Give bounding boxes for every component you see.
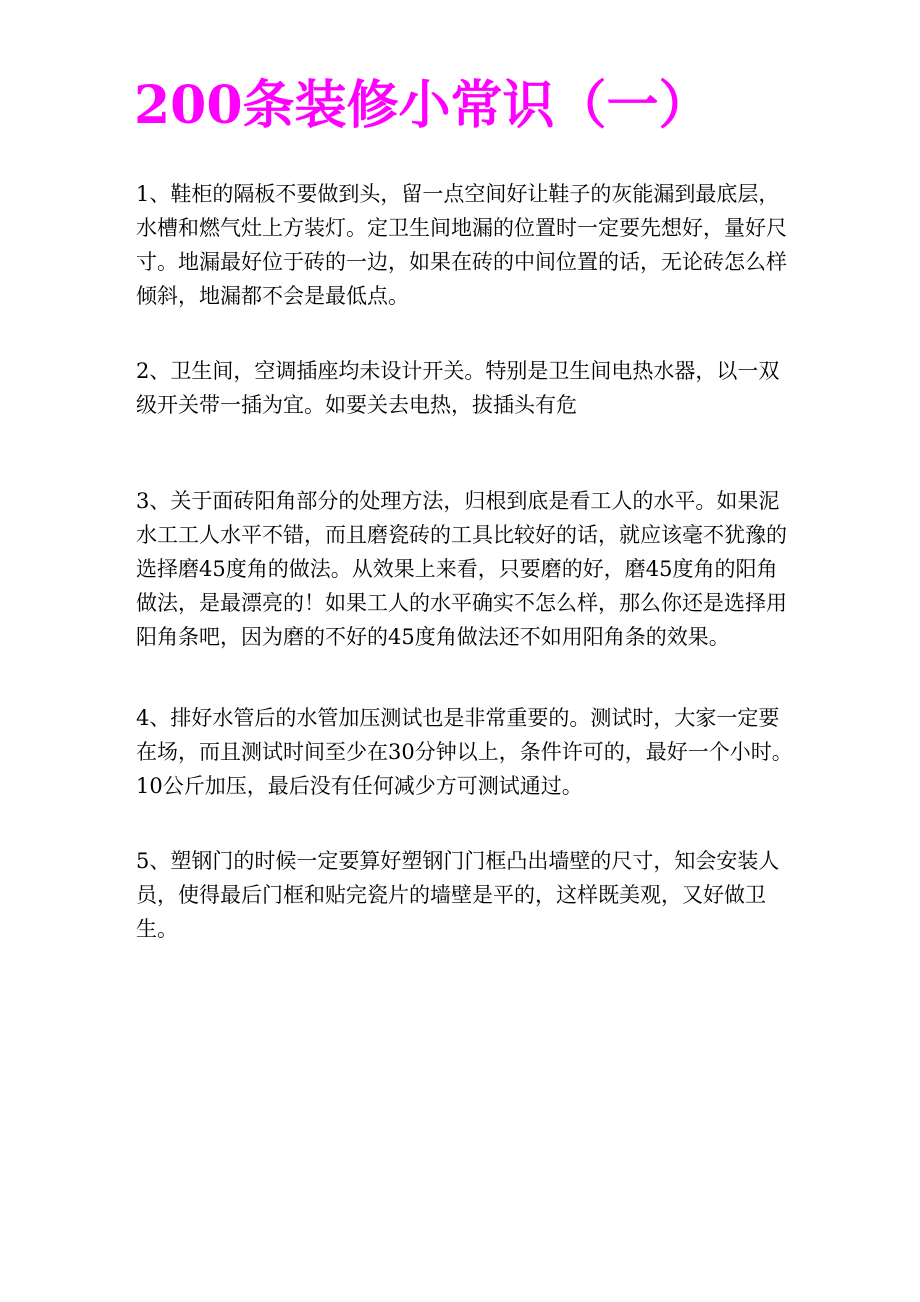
tip-paragraph-5: 5、塑钢门的时候一定要算好塑钢门门框凸出墙壁的尺寸，知会安装人员，使得最后门框和贴完瓷片的墙壁是平的，这样既美观，又好做卫生。 — [136, 849, 780, 941]
page-title: 200条装修小常识（一） — [134, 75, 711, 136]
tip-paragraph-3: 3、关于面砖阳角部分的处理方法，归根到底是看工人的水平。如果泥水工工人水平不错，而且磨瓷砖的工具比较好的话，就应该毫不犹豫的选择磨45度角的做法。从效果上来看，只要磨的好，磨45度角的阳角做法，是最漂亮的！如果工人的水平确实不怎么样，那么你还是选择用阳角条吧，因为磨的不好的45度角做法还不如用阳角条的效果。 — [136, 489, 787, 649]
tip-paragraph-4: 4、排好水管后的水管加压测试也是非常重要的。测试时，大家一定要在场，而且测试时间至少在30分钟以上，条件许可的，最好一个小时。10公斤加压，最后没有任何减少方可测试通过。 — [136, 706, 793, 798]
tip-paragraph-2: 2、卫生间，空调插座均未设计开关。特别是卫生间电热水器，以一双级开关带一插为宜。如要关去电热，拔插头有危 — [136, 359, 780, 417]
tip-paragraph-1: 1、鞋柜的隔板不要做到头，留一点空间好让鞋子的灰能漏到最底层，水槽和燃气灶上方装灯。定卫生间地漏的位置时一定要先想好，量好尺寸。地漏最好位于砖的一边，如果在砖的中间位置的话，无论砖怎么样倾斜，地漏都不会是最低点。 — [136, 182, 787, 308]
